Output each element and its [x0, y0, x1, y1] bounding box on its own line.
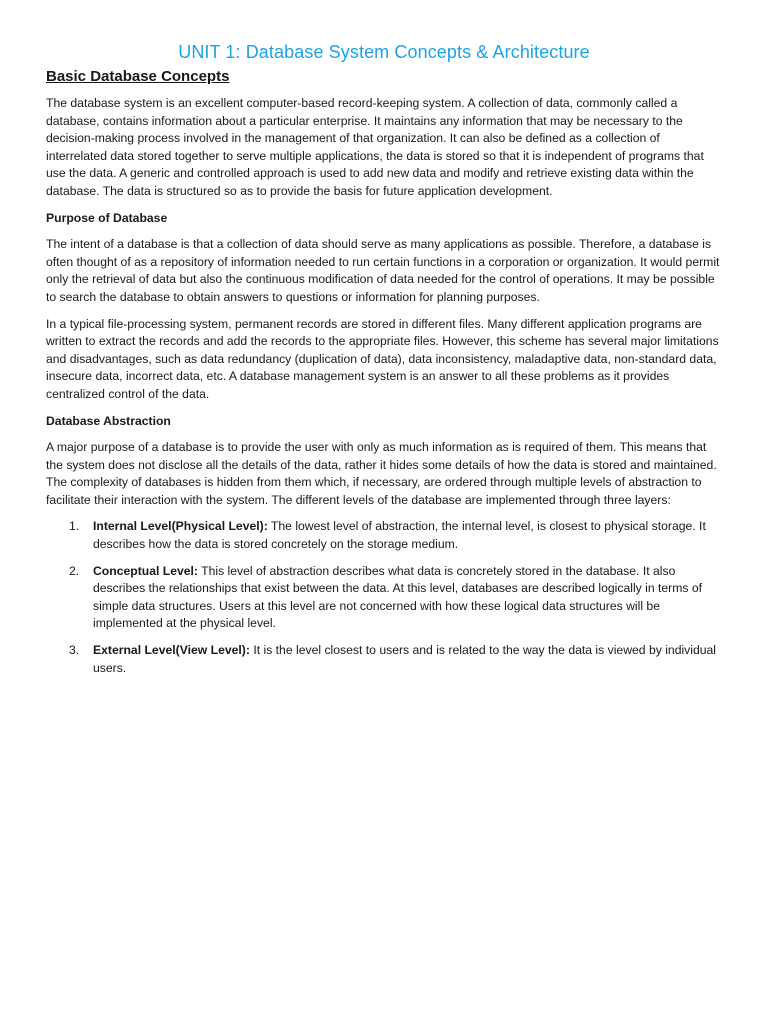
list-item-term: Internal Level(Physical Level): [93, 519, 268, 534]
list-item [46, 642, 722, 677]
list-item-term: External Level(View Level): [93, 643, 250, 658]
list-item-term: Conceptual Level: [93, 563, 198, 578]
list-item-description: The lowest level of abstraction, the internal level, is closest to physical storage. It describes how the data is stored concretely on the storage medium. [93, 519, 706, 552]
document-title: UNIT 1: Database System Concepts & Architecture [178, 42, 590, 62]
purpose-heading: Purpose of Database [46, 210, 168, 225]
list-item [46, 563, 722, 633]
purpose-paragraph-1: The intent of a database is that a collection of data should serve as many applications as possible. Therefore, a database is often thought of as a repository of information needed to run certain functions in a corporation or organization. It would permit only the retrieval of data but also the continuous modification of data needed for the control of operations. It may be possible to search the database to obtain answers to questions or information for planning purposes. [46, 237, 720, 304]
list-item-number: 3. [69, 643, 80, 658]
section-heading: Basic Database Concepts [46, 68, 230, 85]
abstraction-heading: Database Abstraction [46, 413, 171, 428]
list-item [46, 518, 722, 553]
list-item-number: 2. [69, 563, 80, 578]
document-page [46, 40, 722, 686]
abstraction-paragraph: A major purpose of a database is to provide the user with only as much information as is required of them. This means that the system does not disclose all the details of the data, rather it hides some details of how the data is stored and maintained. The complexity of databases is hidden from them which, if necessary, are ordered through multiple levels of abstraction to facilitate their interaction with the system. The different levels of the database are implemented through three layers: [46, 440, 717, 507]
list-item-description: This level of abstraction describes what data is concretely stored in the database. It also describes the relationships that exist between the data. At this level, databases are described logically in terms of simple data structures. Users at this level are not concerned with how these logical data structures will be implemented at the physical level. [93, 563, 703, 631]
intro-paragraph: The database system is an excellent computer-based record-keeping system. A collection of data, commonly called a database, contains information about a particular enterprise. It maintains any information that may be necessary to the decision-making process involved in the management of that organization. It can also be defined as a collection of interrelated data stored together to serve multiple applications, the data is stored so that it is independent of programs that use the data. A generic and controlled approach is used to add new data and modify and retrieve existing data within the database. The data is structured so as to provide the basis for future application development. [46, 96, 704, 198]
list-item-description: It is the level closest to users and is related to the way the data is viewed by individual users. [93, 643, 717, 675]
purpose-paragraph-2: In a typical file-processing system, permanent records are stored in different files. Many different application programs are written to extract the records and add the records to the appropriate files. However, this scheme has several major limitations and disadvantages, such as data redundancy (duplication of data), data inconsistency, maladaptive data, non-standard data, insecure data, incorrect data, etc. A database management system is an answer to all these problems as it provides centralized control of the data. [46, 316, 719, 401]
list-item-number: 1. [69, 519, 80, 534]
abstraction-levels-list [46, 518, 722, 677]
